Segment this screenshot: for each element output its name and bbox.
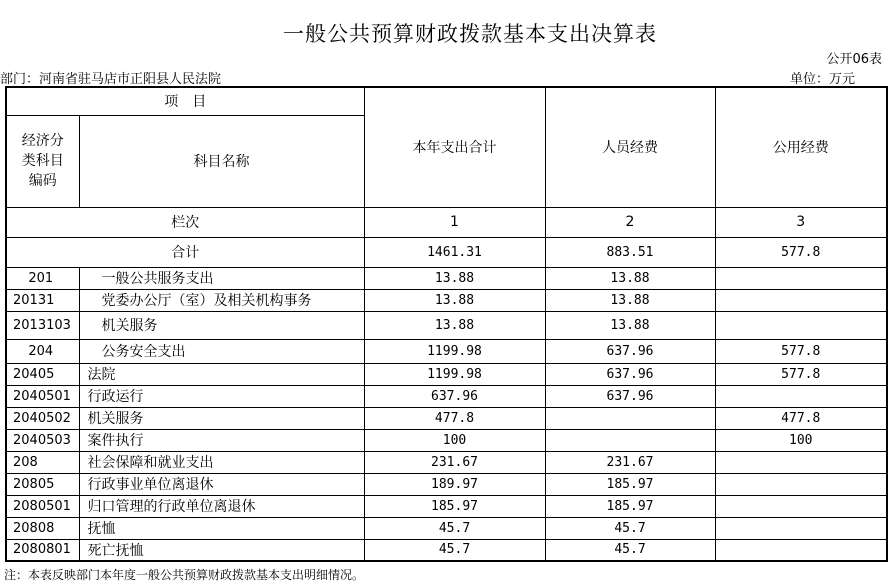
row-personnel: 45.7 [545, 539, 715, 561]
row-total: 13.88 [364, 289, 545, 311]
row-personnel: 185.97 [545, 473, 715, 495]
row-name: 机关服务 [79, 407, 364, 429]
row-code: 20805 [6, 473, 79, 495]
row-public: 577.8 [715, 363, 887, 385]
header-personnel: 人员经费 [545, 87, 715, 207]
table-row [6, 407, 887, 429]
row-personnel: 637.96 [545, 385, 715, 407]
table-note: 注：本表反映部门本年度一般公共预算财政拨款基本支出明细情况。 [4, 568, 365, 582]
header-row-top [6, 87, 887, 115]
row-total: 45.7 [364, 539, 545, 561]
row-public: 477.8 [715, 407, 887, 429]
column-number-2: 2 [545, 207, 715, 237]
row-personnel [545, 429, 715, 451]
row-name: 法院 [79, 363, 364, 385]
row-public [715, 385, 887, 407]
row-name: 死亡抚恤 [79, 539, 364, 561]
page-title: 一般公共预算财政拨款基本支出决算表 [283, 22, 657, 46]
row-personnel: 13.88 [545, 311, 715, 339]
row-total: 231.67 [364, 451, 545, 473]
row-public [715, 289, 887, 311]
row-name: 一般公共服务支出 [79, 267, 364, 289]
row-code: 2080501 [6, 495, 79, 517]
row-name: 社会保障和就业支出 [79, 451, 364, 473]
row-total: 100 [364, 429, 545, 451]
column-label: 栏次 [6, 207, 364, 237]
header-item: 项 目 [6, 87, 364, 115]
header-public: 公用经费 [715, 87, 887, 207]
row-name: 党委办公厅（室）及相关机构事务 [79, 289, 364, 311]
row-total: 189.97 [364, 473, 545, 495]
row-personnel: 185.97 [545, 495, 715, 517]
sum-row [6, 237, 887, 267]
sum-label: 合计 [6, 237, 364, 267]
table-row [6, 289, 887, 311]
row-total: 45.7 [364, 517, 545, 539]
header-code [6, 115, 79, 207]
row-total: 1199.98 [364, 363, 545, 385]
row-public: 577.8 [715, 339, 887, 363]
row-name: 行政事业单位离退休 [79, 473, 364, 495]
table-row [6, 311, 887, 339]
table-row [6, 363, 887, 385]
row-total: 185.97 [364, 495, 545, 517]
row-total: 637.96 [364, 385, 545, 407]
row-public [715, 473, 887, 495]
row-code: 2040502 [6, 407, 79, 429]
row-personnel: 231.67 [545, 451, 715, 473]
row-public [715, 451, 887, 473]
row-code: 2040503 [6, 429, 79, 451]
table-row [6, 517, 887, 539]
row-personnel: 637.96 [545, 339, 715, 363]
table-row [6, 451, 887, 473]
row-public [715, 539, 887, 561]
row-personnel: 13.88 [545, 267, 715, 289]
row-name: 机关服务 [79, 311, 364, 339]
row-public [715, 267, 887, 289]
sum-public: 577.8 [715, 237, 887, 267]
row-name: 行政运行 [79, 385, 364, 407]
row-public [715, 517, 887, 539]
header-code-line: 类科目 [21, 153, 64, 169]
row-name: 抚恤 [79, 517, 364, 539]
table-row [6, 539, 887, 561]
row-public: 100 [715, 429, 887, 451]
form-number: 公开06表 [826, 52, 882, 67]
row-total: 13.88 [364, 311, 545, 339]
table-row [6, 429, 887, 451]
column-number-1: 1 [364, 207, 545, 237]
row-code: 2080801 [6, 539, 79, 561]
department-label: 部门：河南省驻马店市正阳县人民法院 [0, 72, 222, 87]
row-personnel: 13.88 [545, 289, 715, 311]
row-name: 案件执行 [79, 429, 364, 451]
expenditure-table [5, 86, 888, 562]
row-public [715, 495, 887, 517]
row-total: 13.88 [364, 267, 545, 289]
row-total: 477.8 [364, 407, 545, 429]
row-code: 20808 [6, 517, 79, 539]
row-code: 201 [6, 267, 79, 289]
row-code: 208 [6, 451, 79, 473]
row-personnel: 637.96 [545, 363, 715, 385]
unit-label: 单位：万元 [790, 72, 856, 87]
row-total: 1199.98 [364, 339, 545, 363]
table-row [6, 385, 887, 407]
table-row [6, 339, 887, 363]
column-number-3: 3 [715, 207, 887, 237]
row-personnel: 45.7 [545, 517, 715, 539]
sum-total: 1461.31 [364, 237, 545, 267]
row-code: 2040501 [6, 385, 79, 407]
row-public [715, 311, 887, 339]
header-total: 本年支出合计 [364, 87, 545, 207]
table-row [6, 267, 887, 289]
sum-personnel: 883.51 [545, 237, 715, 267]
row-code: 204 [6, 339, 79, 363]
header-code-line: 编码 [28, 173, 57, 189]
table-row [6, 473, 887, 495]
row-name: 公务安全支出 [79, 339, 364, 363]
table-row [6, 495, 887, 517]
column-number-row [6, 207, 887, 237]
row-code: 20405 [6, 363, 79, 385]
row-code: 2013103 [6, 311, 79, 339]
row-personnel [545, 407, 715, 429]
header-code-line: 经济分 [21, 133, 64, 149]
row-name: 归口管理的行政单位离退休 [79, 495, 364, 517]
header-name: 科目名称 [79, 115, 364, 207]
row-code: 20131 [6, 289, 79, 311]
